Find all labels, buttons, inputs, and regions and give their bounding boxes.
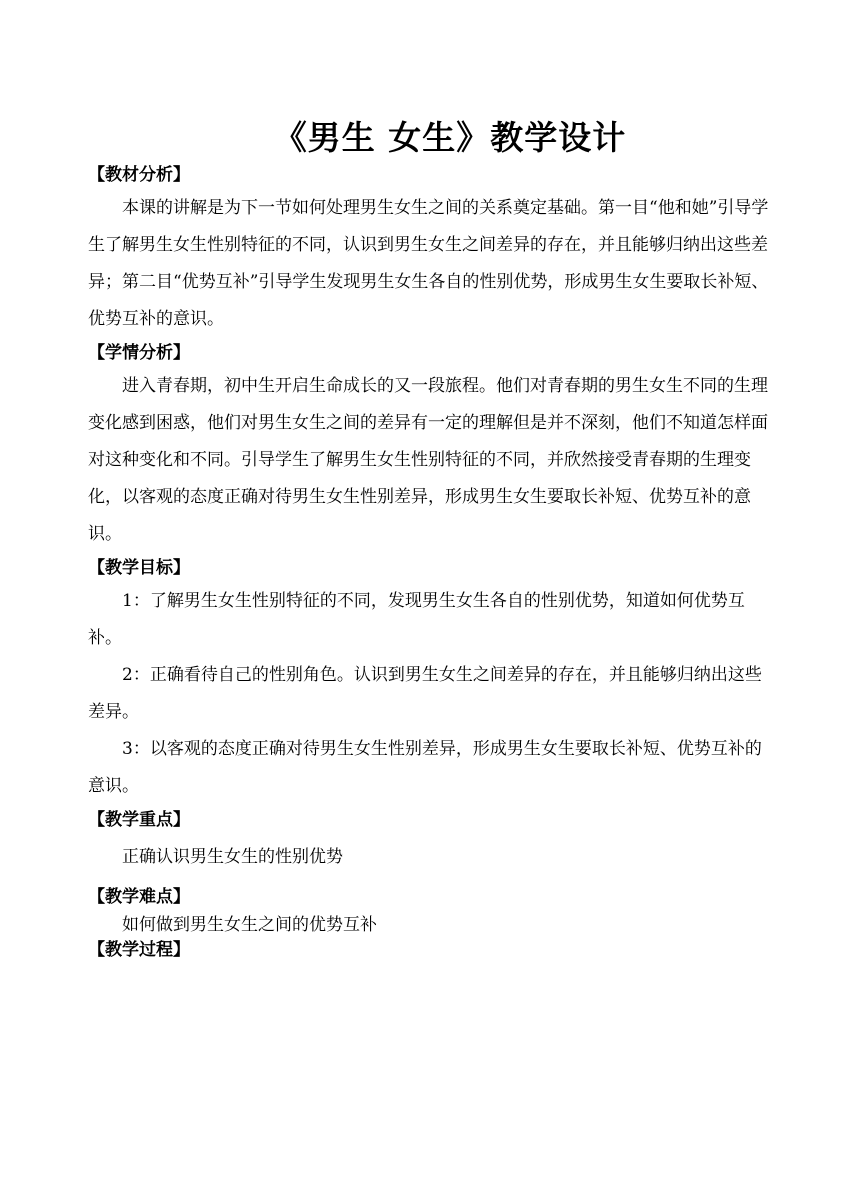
key-point-text: 正确认识男生女生的性别优势 [122, 847, 343, 867]
difficulty-text: 如何做到男生女生之间的优势互补 [122, 915, 377, 935]
paragraph-student-analysis: 进入青春期，初中生开启生命成长的又一段旅程。他们对青春期的男生女生不同的生理变化感到困惑，他们对男生女生之间的差异有一定的理解但是并不深刻，他们不知道怎样面对这种变化和不同。引导学生了解男生女生性别特征的不同，并欣然接受青春期的生理变化，以客观的态度正确对待男生女生性别差异，形成男生女生要取长补短、优势互补的意识。 [88, 376, 768, 544]
heading-key-point: 【教学重点】 [88, 810, 190, 830]
document-body [88, 160, 778, 962]
goal-item-2: 2：正确看待自己的性别角色。认识到男生女生之间差异的存在，并且能够归纳出这些差异。 [88, 665, 762, 722]
goal-item-3: 3：以客观的态度正确对待男生女生性别差异，形成男生女生要取长补短、优势互补的意识。 [88, 739, 762, 796]
document-title: 《男生 女生》教学设计 [273, 118, 627, 157]
heading-student-analysis: 【学情分析】 [88, 343, 190, 363]
heading-teaching-process: 【教学过程】 [88, 940, 190, 960]
paragraph-textbook-analysis: 本课的讲解是为下一节如何处理男生女生之间的关系奠定基础。第一目“他和她”引导学生了解男生女生性别特征的不同，认识到男生女生之间差异的存在，并且能够归纳出这些差异；第二目“优势互补”引导学生发现男生女生各自的性别优势，形成男生女生要取长补短、优势互补的意识。 [88, 198, 769, 329]
heading-textbook-analysis: 【教材分析】 [88, 165, 190, 185]
goal-item-1: 1：了解男生女生性别特征的不同，发现男生女生各自的性别优势，知道如何优势互补。 [88, 591, 745, 648]
heading-difficulty: 【教学难点】 [88, 887, 190, 907]
heading-teaching-goals: 【教学目标】 [88, 558, 190, 578]
